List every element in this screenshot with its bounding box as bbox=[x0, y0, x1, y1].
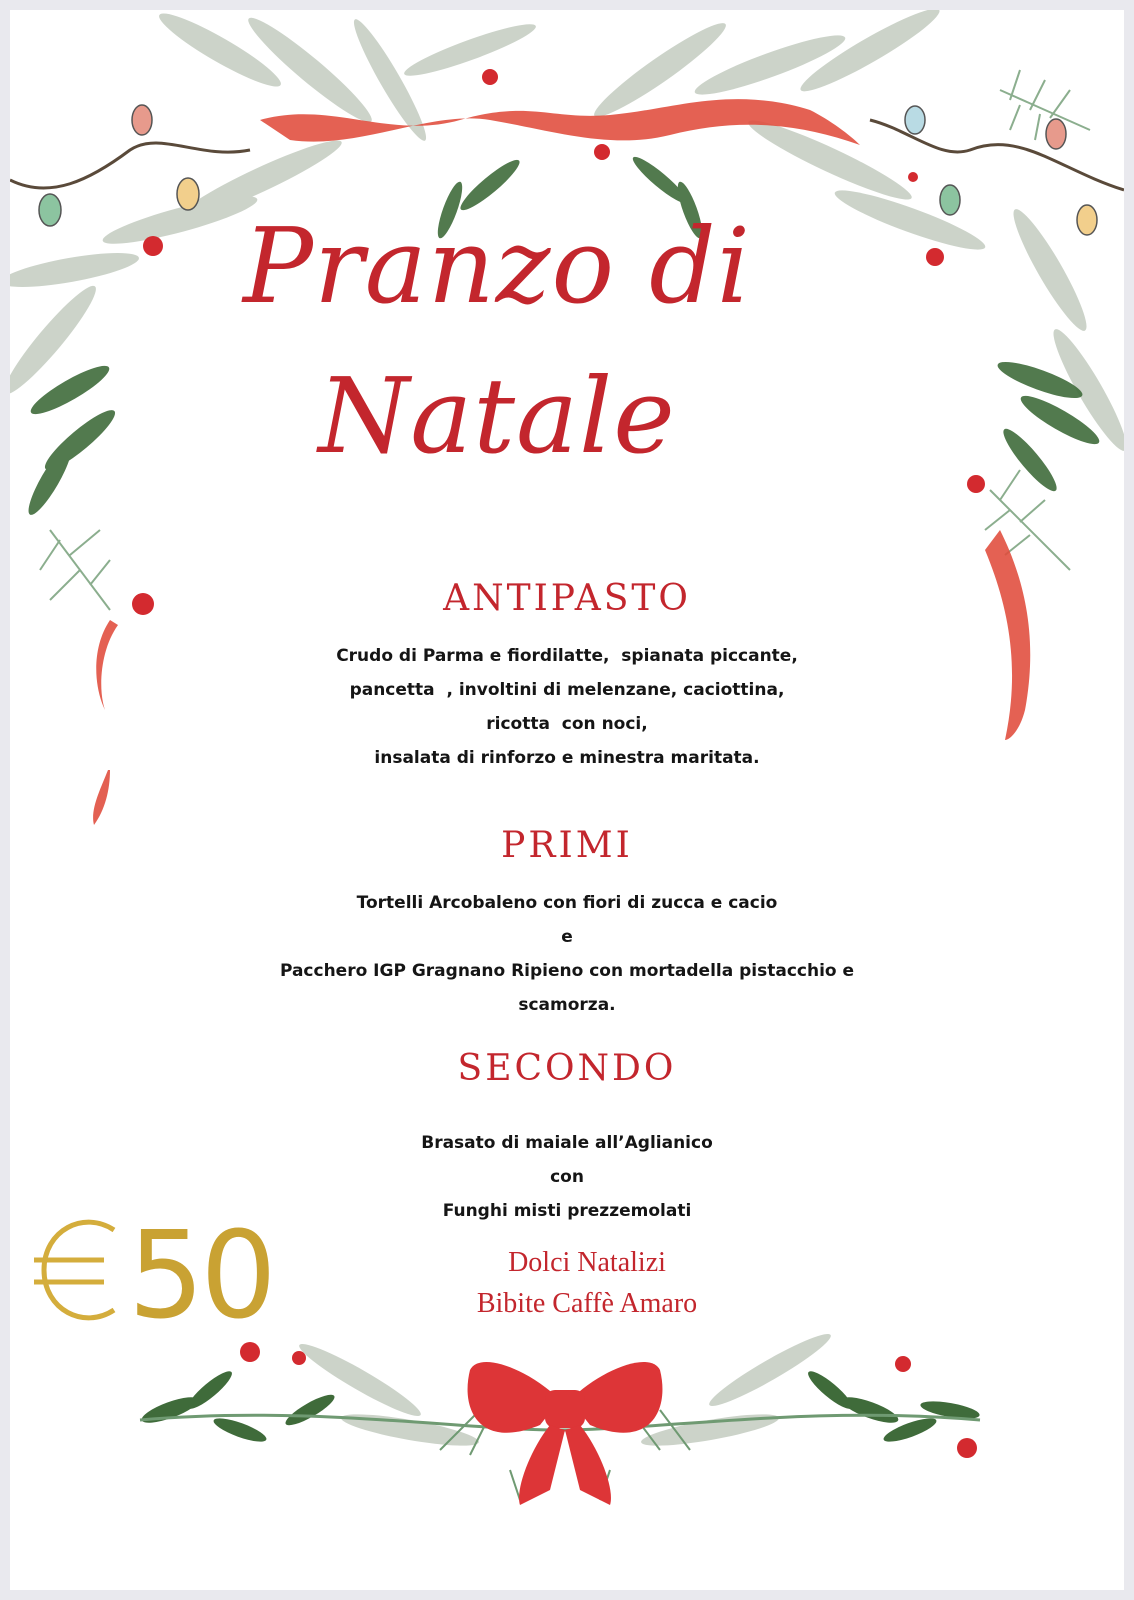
section-secondo bbox=[10, 1048, 1124, 1228]
section-antipasto bbox=[10, 578, 1124, 775]
dish-line: con bbox=[550, 1167, 584, 1187]
dish-line: Brasato di maiale all’Aglianico bbox=[421, 1133, 713, 1153]
fir-branches-leaf-icon bbox=[40, 70, 1090, 610]
menu-title-line1: Pranzo di bbox=[243, 205, 751, 327]
dish-line: e bbox=[561, 927, 573, 947]
dish-line: Pacchero IGP Gragnano Ripieno con mortadella pistacchio e bbox=[279, 961, 855, 981]
extra-line: Bibite Caffè Amaro bbox=[476, 1288, 698, 1319]
dish-line: Funghi misti prezzemolati bbox=[442, 1201, 692, 1221]
dish-line: Crudo di Parma e fiordilatte, spianata piccante, bbox=[336, 646, 798, 666]
section-heading: SECONDO bbox=[457, 1048, 677, 1089]
section-heading: PRIMI bbox=[501, 825, 633, 866]
dish-line: scamorza. bbox=[518, 995, 616, 1015]
section-primi bbox=[10, 825, 1124, 1022]
extra-line: Dolci Natalizi bbox=[508, 1247, 666, 1278]
dish-line: pancetta , involtini di melenzane, caciottina, bbox=[349, 680, 785, 700]
dish-line: insalata di rinforzo e minestra maritata. bbox=[374, 748, 760, 768]
price-amount: 50 bbox=[128, 1207, 273, 1346]
dish-line: Tortelli Arcobaleno con fiori di zucca e cacio bbox=[356, 893, 778, 913]
menu-title-line2: Natale bbox=[318, 355, 676, 477]
price bbox=[128, 1202, 273, 1352]
section-heading: ANTIPASTO bbox=[443, 578, 691, 619]
dish-line: ricotta con noci, bbox=[486, 714, 648, 734]
menu-page bbox=[10, 10, 1124, 1590]
bow-icon bbox=[468, 1362, 663, 1505]
